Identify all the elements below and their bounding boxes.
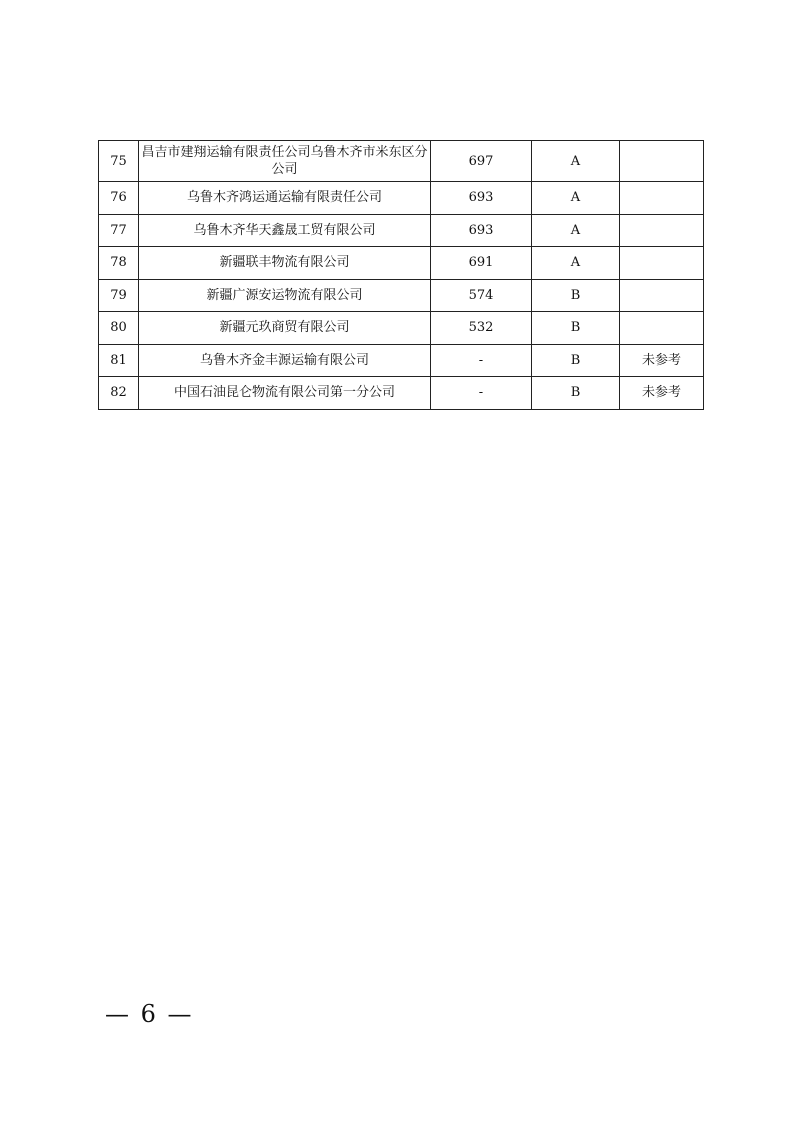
company-name: 新疆元玖商贸有限公司 <box>139 312 431 345</box>
enterprise-rating-table <box>98 140 704 410</box>
row-number: 75 <box>99 141 139 182</box>
table-row <box>99 141 704 182</box>
score: 691 <box>431 247 532 280</box>
grade: B <box>532 377 620 410</box>
remark <box>620 182 704 215</box>
score: 574 <box>431 279 532 312</box>
score: 693 <box>431 214 532 247</box>
company-name: 乌鲁木齐鸿运通运输有限责任公司 <box>139 182 431 215</box>
score: - <box>431 377 532 410</box>
remark <box>620 312 704 345</box>
company-name: 中国石油昆仑物流有限公司第一分公司 <box>139 377 431 410</box>
row-number: 76 <box>99 182 139 215</box>
grade: A <box>532 141 620 182</box>
remark: 未参考 <box>620 344 704 377</box>
score: 532 <box>431 312 532 345</box>
company-name: 乌鲁木齐华天鑫晟工贸有限公司 <box>139 214 431 247</box>
table-row <box>99 214 704 247</box>
page-number: — 6 — <box>105 1000 194 1028</box>
table-row <box>99 279 704 312</box>
table-row <box>99 312 704 345</box>
grade: B <box>532 279 620 312</box>
remark <box>620 214 704 247</box>
company-name: 新疆联丰物流有限公司 <box>139 247 431 280</box>
remark <box>620 279 704 312</box>
company-name: 新疆广源安运物流有限公司 <box>139 279 431 312</box>
grade: B <box>532 344 620 377</box>
grade: B <box>532 312 620 345</box>
company-name: 乌鲁木齐金丰源运输有限公司 <box>139 344 431 377</box>
table-row <box>99 182 704 215</box>
table-row <box>99 344 704 377</box>
row-number: 80 <box>99 312 139 345</box>
row-number: 81 <box>99 344 139 377</box>
table-row <box>99 377 704 410</box>
table-row <box>99 247 704 280</box>
row-number: 78 <box>99 247 139 280</box>
score: - <box>431 344 532 377</box>
grade: A <box>532 247 620 280</box>
score: 693 <box>431 182 532 215</box>
company-name: 昌吉市建翔运输有限责任公司乌鲁木齐市米东区分公司 <box>139 141 431 182</box>
row-number: 77 <box>99 214 139 247</box>
remark <box>620 141 704 182</box>
row-number: 82 <box>99 377 139 410</box>
score: 697 <box>431 141 532 182</box>
remark <box>620 247 704 280</box>
remark: 未参考 <box>620 377 704 410</box>
grade: A <box>532 182 620 215</box>
grade: A <box>532 214 620 247</box>
row-number: 79 <box>99 279 139 312</box>
